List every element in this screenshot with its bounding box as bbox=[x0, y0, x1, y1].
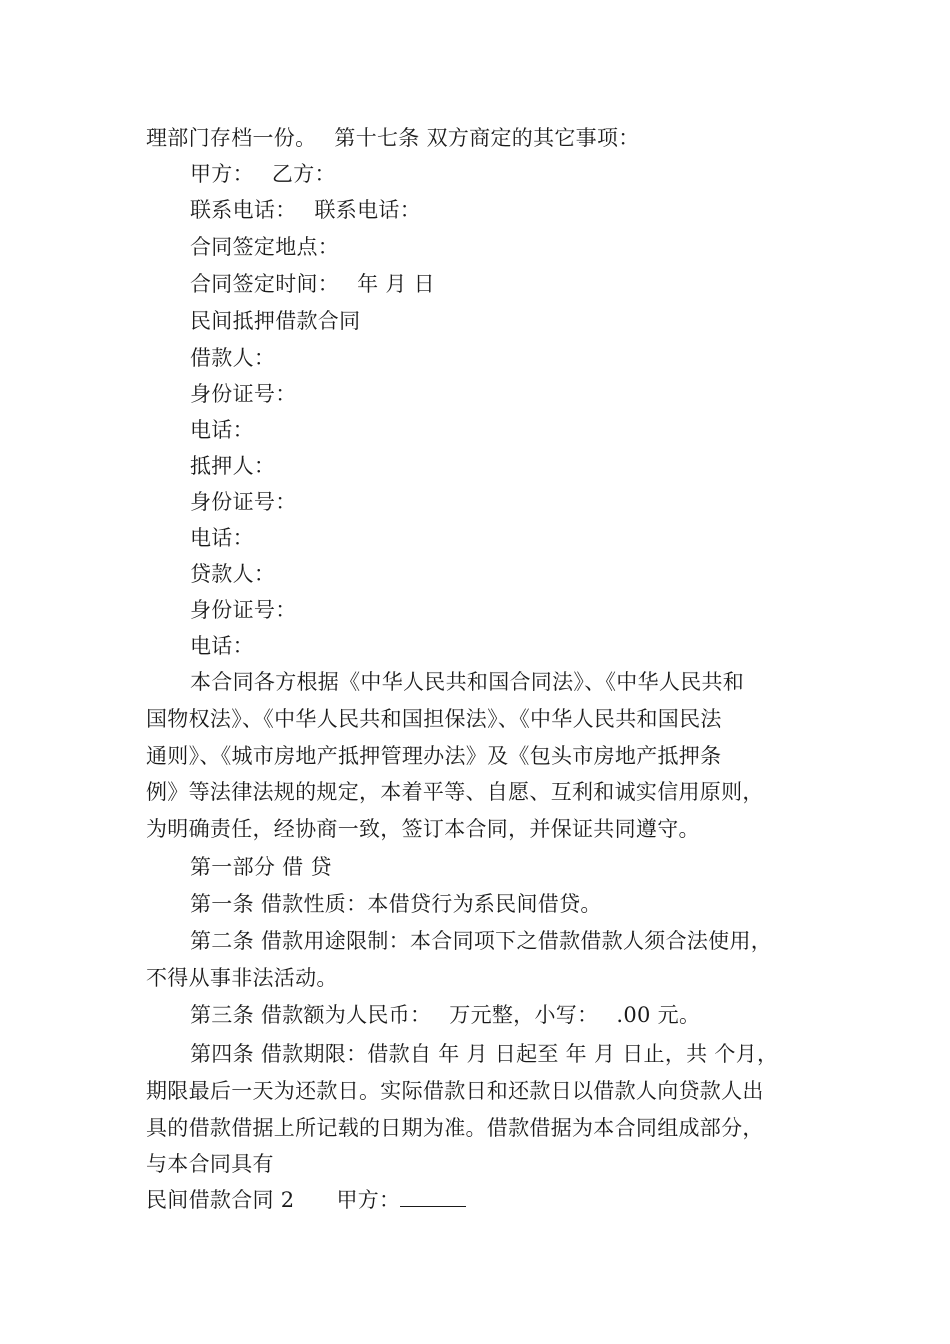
clause-line: 与本合同具有 bbox=[146, 1152, 274, 1176]
text-line: 理部门存档一份。 第十七条 双方商定的其它事项： bbox=[146, 126, 640, 150]
clause-line: 第一条 借款性质：本借贷行为系民间借贷。 bbox=[190, 892, 602, 916]
paragraph-line: 通则》、《城市房地产抵押管理办法》及《包头市房地产抵押条 bbox=[146, 744, 722, 768]
text-line: 合同签定时间： 年 月 日 bbox=[190, 272, 435, 296]
paragraph-line: 例》等法律法规的规定，本着平等、自愿、互利和诚实信用原则， bbox=[146, 780, 764, 804]
text-line: 电话： bbox=[190, 526, 254, 550]
text-line: 贷款人： bbox=[190, 562, 276, 586]
clause-line: 第二条 借款用途限制：本合同项下之借款借款人须合法使用， bbox=[190, 929, 773, 953]
text-line: 身份证号： bbox=[190, 490, 297, 514]
clause-line: 第三条 借款额为人民币： 万元整，小写： .00 元。 bbox=[190, 1003, 701, 1027]
text-line: 借款人： bbox=[190, 346, 276, 370]
text-line: 合同签定地点： bbox=[190, 235, 340, 259]
text-line: 甲方： 乙方： bbox=[190, 162, 336, 186]
text-line: 联系电话： 联系电话： bbox=[190, 198, 421, 222]
text-line: 电话： bbox=[190, 418, 254, 442]
clause-line: 不得从事非法活动。 bbox=[146, 966, 338, 990]
clause-line: 期限最后一天为还款日。实际借款日和还款日以借款人向贷款人出 bbox=[146, 1079, 764, 1103]
paragraph-line: 国物权法》、《中华人民共和国担保法》、《中华人民共和国民法 bbox=[146, 707, 722, 731]
text-line: 身份证号： bbox=[190, 598, 297, 622]
paragraph-line: 为明确责任，经协商一致，签订本合同，并保证共同遵守。 bbox=[146, 817, 700, 841]
text-line: 身份证号： bbox=[190, 382, 297, 406]
contract-heading: 民间借款合同 2 甲方： bbox=[146, 1182, 466, 1218]
signature-blank bbox=[400, 1182, 466, 1207]
section-title: 民间抵押借款合同 bbox=[190, 309, 361, 333]
clause-line: 具的借款借据上所记载的日期为准。借款借据为本合同组成部分， bbox=[146, 1116, 764, 1140]
text-line: 电话： bbox=[190, 634, 254, 658]
section-heading: 第一部分 借 贷 bbox=[190, 855, 332, 879]
clause-line: 第四条 借款期限：借款自 年 月 日起至 年 月 日止，共 个月， bbox=[190, 1042, 779, 1066]
paragraph-line: 本合同各方根据《中华人民共和国合同法》、《中华人民共和 bbox=[190, 670, 745, 694]
text-line: 抵押人： bbox=[190, 454, 276, 478]
